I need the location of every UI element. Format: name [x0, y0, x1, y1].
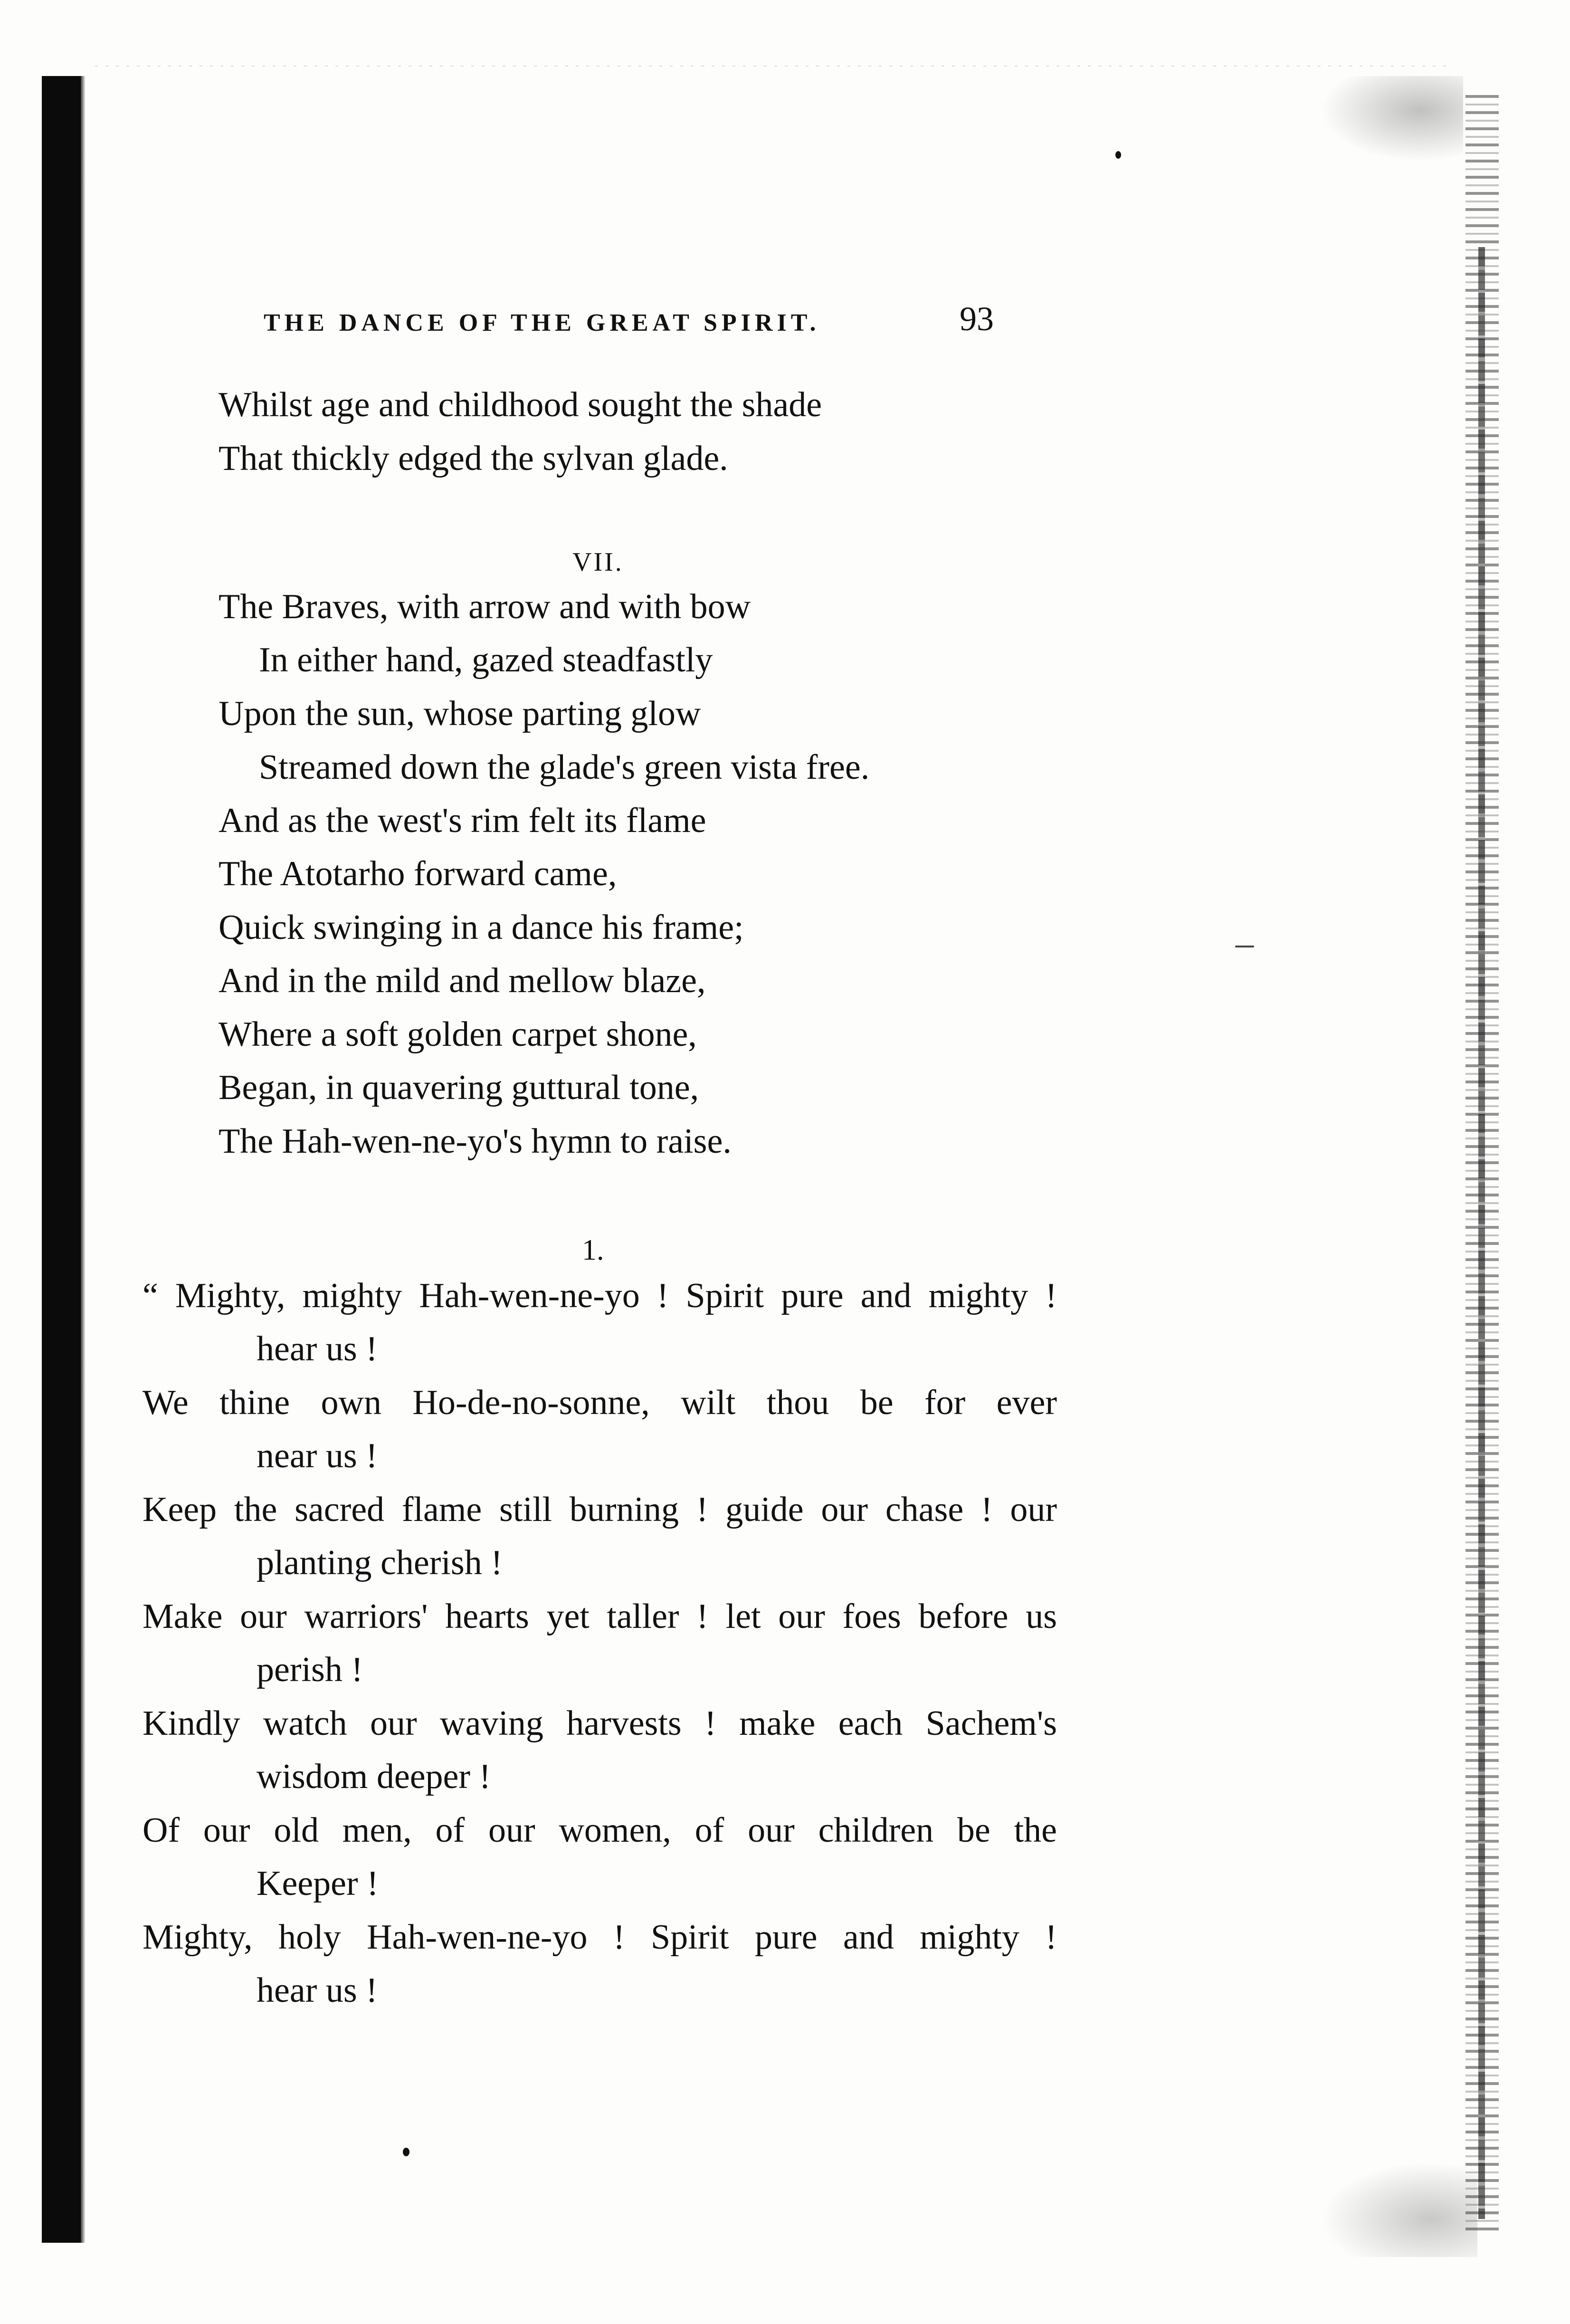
hymn-line: Make our warriors' hearts yet taller ! let our foes before us: [143, 1597, 1057, 1636]
verse-line: Where a soft golden carpet shone,: [219, 1015, 697, 1054]
hymn-line: Keep the sacred flame still burning ! guide our chase ! our: [143, 1490, 1057, 1529]
verse-line: Began, in quavering guttural tone,: [219, 1068, 699, 1107]
hymn-line-continuation: hear us !: [257, 1329, 378, 1368]
page-number: 93: [960, 300, 994, 338]
section-numeral: VII.: [572, 547, 624, 577]
hymn-line-continuation: perish !: [257, 1650, 363, 1689]
verse-line: The Atotarho forward came,: [219, 854, 617, 893]
hymn-line: Kindly watch our waving harvests ! make each Sachem's: [143, 1704, 1057, 1743]
verse-line: And in the mild and mellow blaze,: [219, 961, 706, 1000]
page-fore-edge-shadow: [1478, 247, 1485, 2219]
hymn-line-continuation: wisdom deeper !: [257, 1757, 491, 1796]
verse-line: The Braves, with arrow and with bow: [219, 587, 751, 626]
hymn-line: Of our old men, of our women, of our children be the: [143, 1811, 1057, 1850]
running-head: THE DANCE OF THE GREAT SPIRIT.: [264, 309, 820, 336]
hymn-line: Mighty, holy Hah-wen-ne-yo ! Spirit pure and mighty !: [143, 1918, 1057, 1957]
ink-speck: [403, 2148, 409, 2156]
hymn-line-continuation: planting cherish !: [257, 1543, 503, 1582]
verse-line: In either hand, gazed steadfastly: [259, 641, 713, 679]
hymn-line-continuation: Keeper !: [257, 1864, 379, 1903]
page-corner-wear: [1321, 76, 1463, 162]
stanza-number: 1.: [582, 1234, 604, 1266]
page-top-edge: [95, 66, 1449, 67]
hymn-line-continuation: near us !: [257, 1436, 378, 1475]
verse-line: The Hah-wen-ne-yo's hymn to raise.: [219, 1122, 732, 1161]
verse-line: Streamed down the glade's green vista free.: [259, 748, 870, 787]
page-corner-wear-bottom: [1321, 2162, 1477, 2257]
verse-line: Whilst age and childhood sought the shade: [219, 385, 822, 424]
verse-line: Upon the sun, whose parting glow: [219, 694, 701, 733]
verse-line: That thickly edged the sylvan glade.: [219, 439, 728, 478]
binding-shadow: [42, 76, 81, 2243]
ink-mark: [1235, 946, 1254, 947]
hymn-line: “ Mighty, mighty Hah-wen-ne-yo ! Spirit pure and mighty !: [143, 1276, 1057, 1315]
binding-edge: [81, 76, 86, 2243]
verse-line: Quick swinging in a dance his frame;: [219, 908, 744, 947]
verse-line: And as the west's rim felt its flame: [219, 801, 706, 840]
hymn-line: We thine own Ho-de-no-sonne, wilt thou be for ever: [143, 1383, 1057, 1422]
hymn-line-continuation: hear us !: [257, 1971, 378, 2010]
ink-speck: [1115, 151, 1121, 159]
